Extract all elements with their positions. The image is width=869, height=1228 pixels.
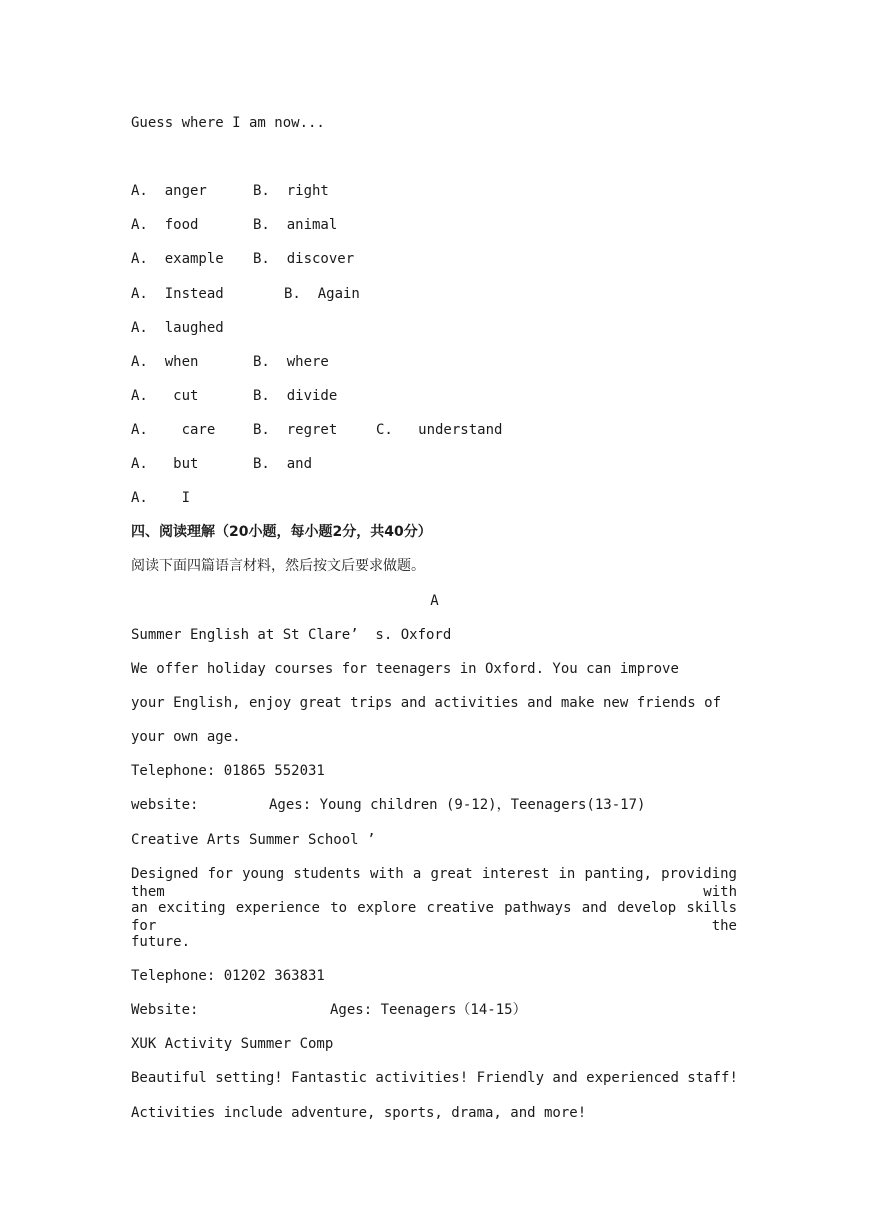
ad2-website-label: Website: [131, 1002, 199, 1018]
ad1-body-line2: your English, enjoy great trips and activities and make new friends of [131, 695, 722, 711]
option-10-a: A. I [131, 490, 191, 506]
option-5-a: A. laughed [131, 320, 224, 336]
option-6-a: A. when [131, 354, 199, 370]
option-4-b: B. Again [284, 286, 360, 302]
ad1-body-line3: your own age. [131, 729, 241, 745]
ad2-ages: Ages: Teenagers（14-15） [330, 1002, 527, 1018]
intro-text: Guess where I am now... [131, 115, 325, 131]
option-8-c: C. understand [376, 422, 503, 438]
ad2-body-line3: future. [131, 934, 191, 950]
ad1-ages: Ages: Young children (9-12)，Teenagers(13-17) [269, 797, 646, 813]
ad1-telephone: Telephone: 01865 552031 [131, 763, 325, 779]
section-heading: 四、阅读理解（20小题，每小题2分，共40分） [131, 524, 432, 540]
passage-label: A [430, 593, 439, 609]
section-instruction: 阅读下面四篇语言材料，然后按文后要求做题。 [131, 558, 425, 574]
option-8-a: A. care [131, 422, 216, 438]
ad1-title: Summer English at St Clare’ s. Oxford [131, 627, 452, 643]
ad1-website-label: website: [131, 797, 199, 813]
option-1-a: A. anger [131, 183, 207, 199]
option-9-a: A. but [131, 456, 199, 472]
ad3-title: XUK Activity Summer Comp [131, 1036, 334, 1052]
ad1-body-line1: We offer holiday courses for teenagers in Oxford. You can improve [131, 661, 679, 677]
option-3-b: B. discover [253, 251, 355, 267]
ad3-body-line1: Beautiful setting! Fantastic activities! Friendly and experienced staff! [131, 1070, 738, 1086]
ad2-telephone: Telephone: 01202 363831 [131, 968, 325, 984]
option-1-b: B. right [253, 183, 329, 199]
option-6-b: B. where [253, 354, 329, 370]
option-3-a: A. example [131, 251, 224, 267]
ad2-title: Creative Arts Summer School ’ [131, 832, 376, 848]
option-2-a: A. food [131, 217, 199, 233]
option-7-a: A. cut [131, 388, 199, 404]
option-8-b: B. regret [253, 422, 338, 438]
option-2-b: B. animal [253, 217, 338, 233]
ad2-body-line2: an exciting experience to explore creative pathways and develop skills for the [131, 900, 737, 934]
option-7-b: B. divide [253, 388, 338, 404]
option-9-b: B. and [253, 456, 313, 472]
option-4-a: A. Instead [131, 286, 224, 302]
ad3-body-line2: Activities include adventure, sports, drama, and more! [131, 1105, 587, 1121]
ad2-body-line1: Designed for young students with a great interest in panting, providing them with [131, 866, 737, 900]
